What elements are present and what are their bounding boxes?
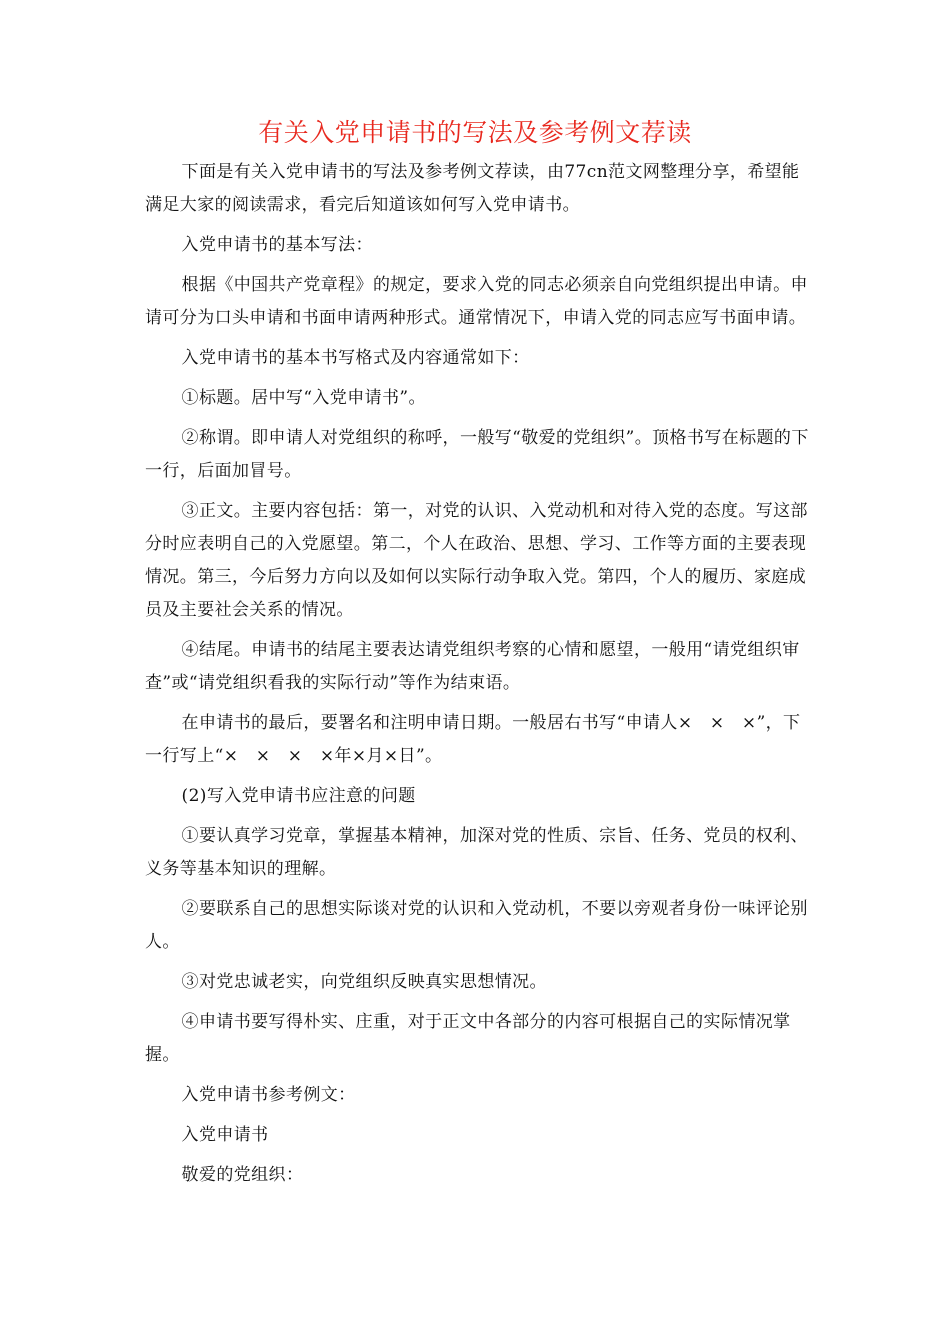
paragraph-item-title: ①标题。居中写“入党申请书”。	[181, 388, 426, 408]
paragraph-note-2: ②要联系自己的思想实际谈对党的认识和入党动机，不要以旁观者身份一味评论别人。	[145, 899, 808, 952]
paragraph-sample-title: 入党申请书	[181, 1125, 269, 1145]
paragraph-sample-salutation: 敬爱的党组织：	[181, 1165, 304, 1185]
document-body	[145, 156, 810, 1192]
paragraph-item-body: ③正文。主要内容包括：第一，对党的认识、入党动机和对待入党的态度。写这部分时应表明自己的入党愿望。第二，个人在政治、思想、学习、工作等方面的主要表现情况。第三，今后努力方向以及如何以实际行动争取入党。第四，个人的履历、家庭成员及主要社会关系的情况。	[145, 501, 808, 620]
paragraph-item-ending: ④结尾。申请书的结尾主要表达请党组织考察的心情和愿望，一般用“请党组织审查”或“请党组织看我的实际行动”等作为结束语。	[145, 640, 800, 693]
paragraph-note-4: ④申请书要写得朴实、庄重，对于正文中各部分的内容可根据自己的实际情况掌握。	[145, 1012, 791, 1065]
paragraph-item-salutation: ②称谓。即申请人对党组织的称呼，一般写“敬爱的党组织”。顶格书写在标题的下一行，后面加冒号。	[145, 428, 809, 481]
paragraph-sample-heading: 入党申请书参考例文：	[181, 1085, 356, 1105]
paragraph-note-1: ①要认真学习党章，掌握基本精神，加深对党的性质、宗旨、任务、党员的权利、义务等基本知识的理解。	[145, 826, 808, 879]
paragraph-note-3: ③对党忠诚老实，向党组织反映真实思想情况。	[181, 972, 547, 992]
document-title: 有关入党申请书的写法及参考例文荐读	[258, 118, 692, 147]
paragraph-charter-rule: 根据《中国共产党章程》的规定，要求入党的同志必须亲自向党组织提出申请。申请可分为口头申请和书面申请两种形式。通常情况下，申请入党的同志应写书面申请。	[145, 275, 808, 328]
paragraph-intro: 下面是有关入党申请书的写法及参考例文荐读，由77cn范文网整理分享，希望能满足大家的阅读需求，看完后知道该如何写入党申请书。	[145, 162, 800, 215]
paragraph-format-heading: 入党申请书的基本书写格式及内容通常如下：	[181, 348, 530, 368]
paragraph-signature-date: 在申请书的最后，要署名和注明申请日期。一般居右书写“申请人× × ×”，下一行写上“× × × ×年×月×日”。	[145, 713, 801, 766]
paragraph-basic-heading: 入党申请书的基本写法：	[181, 235, 373, 255]
paragraph-notes-heading: (2)写入党申请书应注意的问题	[181, 786, 416, 806]
